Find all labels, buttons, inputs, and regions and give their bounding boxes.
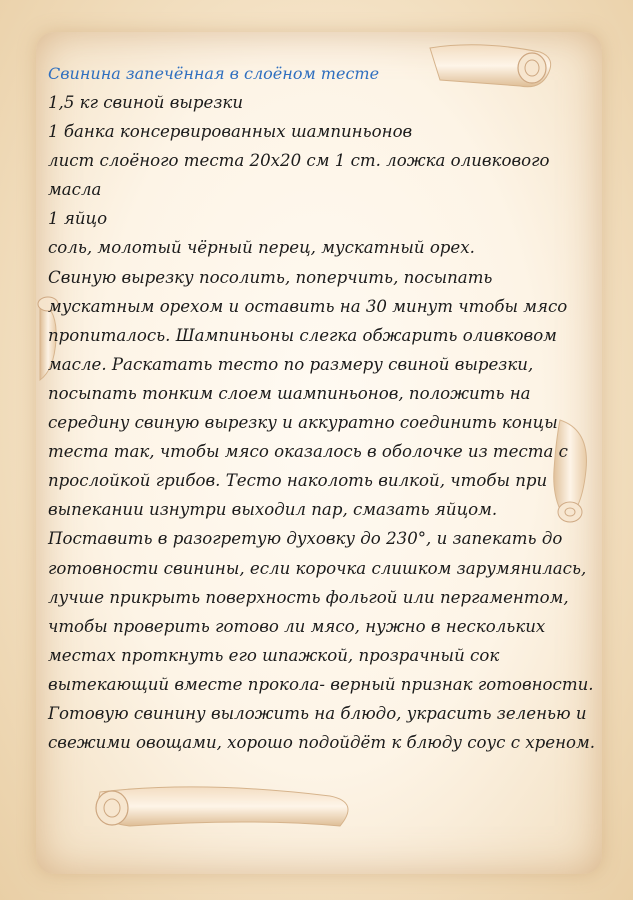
bottom-roll [96,787,348,826]
recipe-title: Свинина запечённая в слоёном тесте [48,64,380,83]
instruction-line: Свиную вырезку посолить, поперчить, посыпать [48,267,493,287]
instruction-line: свежими овощами, хорошо подойдёт к блюду соус с хреном. [48,733,596,753]
instruction-line: Поставить в разогретую духовку до 230°, и запекать до [48,529,563,549]
instruction-line: масле. Раскатать тесто по размеру свиной вырезки, [48,354,534,374]
instruction-line: местах проткнуть его шпажкой, прозрачный сок [48,645,500,665]
instruction-line: вытекающий вместе прокола- верный признак готовности. [48,674,594,694]
recipe-text [48,60,596,757]
ingredient-line: масла [48,180,102,200]
ingredients-list [48,88,588,263]
ingredient-line: соль, молотый чёрный перец, мускатный орех. [48,238,475,258]
instruction-line: прослойкой грибов. Тесто наколоть вилкой, чтобы при [48,471,548,491]
instruction-line: чтобы проверить готово ли мясо, нужно в нескольких [48,616,546,636]
ingredient-line: лист слоёного теста 20х20 см 1 ст. ложка оливкового [48,151,550,171]
instructions-text [48,263,596,758]
instruction-line: пропиталось. Шампиньоны слегка обжарить оливковом [48,325,557,345]
instruction-line: лучше прикрыть поверхность фольгой или пергаментом, [48,587,569,607]
ingredient-line: 1 банка консервированных шампиньонов [48,122,413,142]
instruction-line: теста так, чтобы мясо оказалось в оболочке из теста с [48,442,568,462]
ingredient-line: 1,5 кг свиной вырезки [48,93,244,112]
instruction-line: посыпать тонким слоем шампиньонов, положить на [48,383,531,403]
instruction-line: выпекании изнутри выходил пар, смазать яйцом. [48,500,498,520]
instruction-line: середину свиную вырезку и аккуратно соединить концы [48,413,558,433]
ingredient-line: 1 яйцо [48,209,108,229]
instruction-line: Готовую свинину выложить на блюдо, украсить зеленью и [48,703,587,723]
instruction-line: мускатным орехом и оставить на 30 минут чтобы мясо [48,296,568,316]
instruction-line: готовности свинины, если корочка слишком зарумянилась, [48,558,587,578]
